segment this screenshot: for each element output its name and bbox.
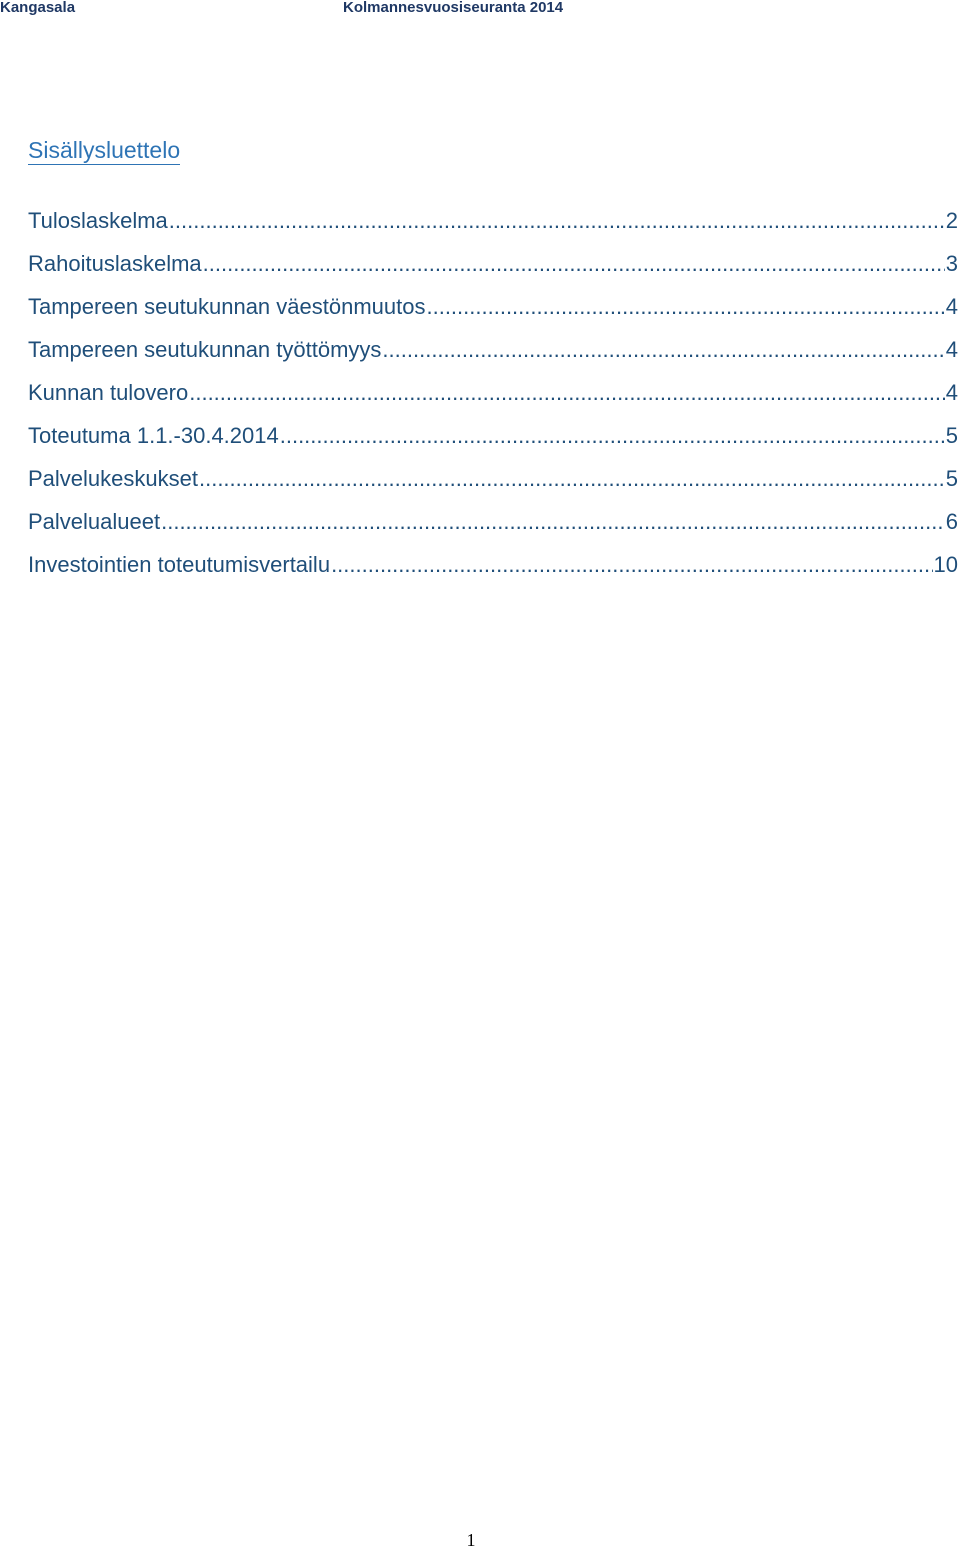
toc-item-page: 3 [945, 251, 958, 276]
toc-item-page: 4 [945, 294, 958, 319]
toc-dot-leader [203, 250, 945, 278]
toc-item-vaestonmuutos[interactable] [28, 293, 958, 336]
page-number: 1 [466, 1530, 476, 1550]
toc-item-label: Palvelukeskukset [28, 466, 198, 491]
toc-dot-leader [169, 207, 945, 235]
page-header [0, 0, 960, 20]
toc-dot-leader [331, 551, 932, 579]
toc-item-label: Investointien toteutumisvertailu [28, 552, 331, 577]
toc-item-label: Rahoituslaskelma [28, 251, 202, 276]
toc-dot-leader [280, 422, 945, 450]
toc-dot-leader [189, 379, 945, 407]
toc-item-label: Tampereen seutukunnan väestönmuutos [28, 294, 426, 319]
toc-title: Sisällysluettelo [28, 137, 181, 163]
toc-item-palvelualueet[interactable] [28, 508, 958, 551]
toc-item-tuloslaskelma[interactable] [28, 207, 958, 250]
toc-item-toteutuma[interactable] [28, 422, 958, 465]
toc-dot-leader [382, 336, 944, 364]
toc-item-label: Toteutuma 1.1.-30.4.2014 [28, 423, 279, 448]
toc-item-page: 5 [945, 466, 958, 491]
toc-item-rahoituslaskelma[interactable] [28, 250, 958, 293]
header-municipality: Kangasala [0, 0, 76, 16]
header-report-title: Kolmannesvuosiseuranta 2014 [343, 0, 564, 16]
toc-item-page: 5 [945, 423, 958, 448]
toc-item-page: 10 [933, 552, 958, 577]
toc-item-label: Tuloslaskelma [28, 208, 168, 233]
toc-list [28, 207, 958, 594]
toc-item-label: Kunnan tulovero [28, 380, 189, 405]
toc-dot-leader [161, 508, 945, 536]
toc-item-page: 6 [945, 509, 958, 534]
toc-dot-leader [426, 293, 944, 321]
toc-dot-leader [199, 465, 945, 493]
toc-item-palvelukeskukset[interactable] [28, 465, 958, 508]
toc-item-page: 4 [945, 337, 958, 362]
toc-item-label: Palvelualueet [28, 509, 161, 534]
toc-item-page: 4 [945, 380, 958, 405]
toc-item-tulovero[interactable] [28, 379, 958, 422]
toc-item-page: 2 [945, 208, 958, 233]
toc-item-label: Tampereen seutukunnan työttömyys [28, 337, 382, 362]
toc-item-tyottomyys[interactable] [28, 336, 958, 379]
toc-item-investoinnit[interactable] [28, 551, 958, 594]
